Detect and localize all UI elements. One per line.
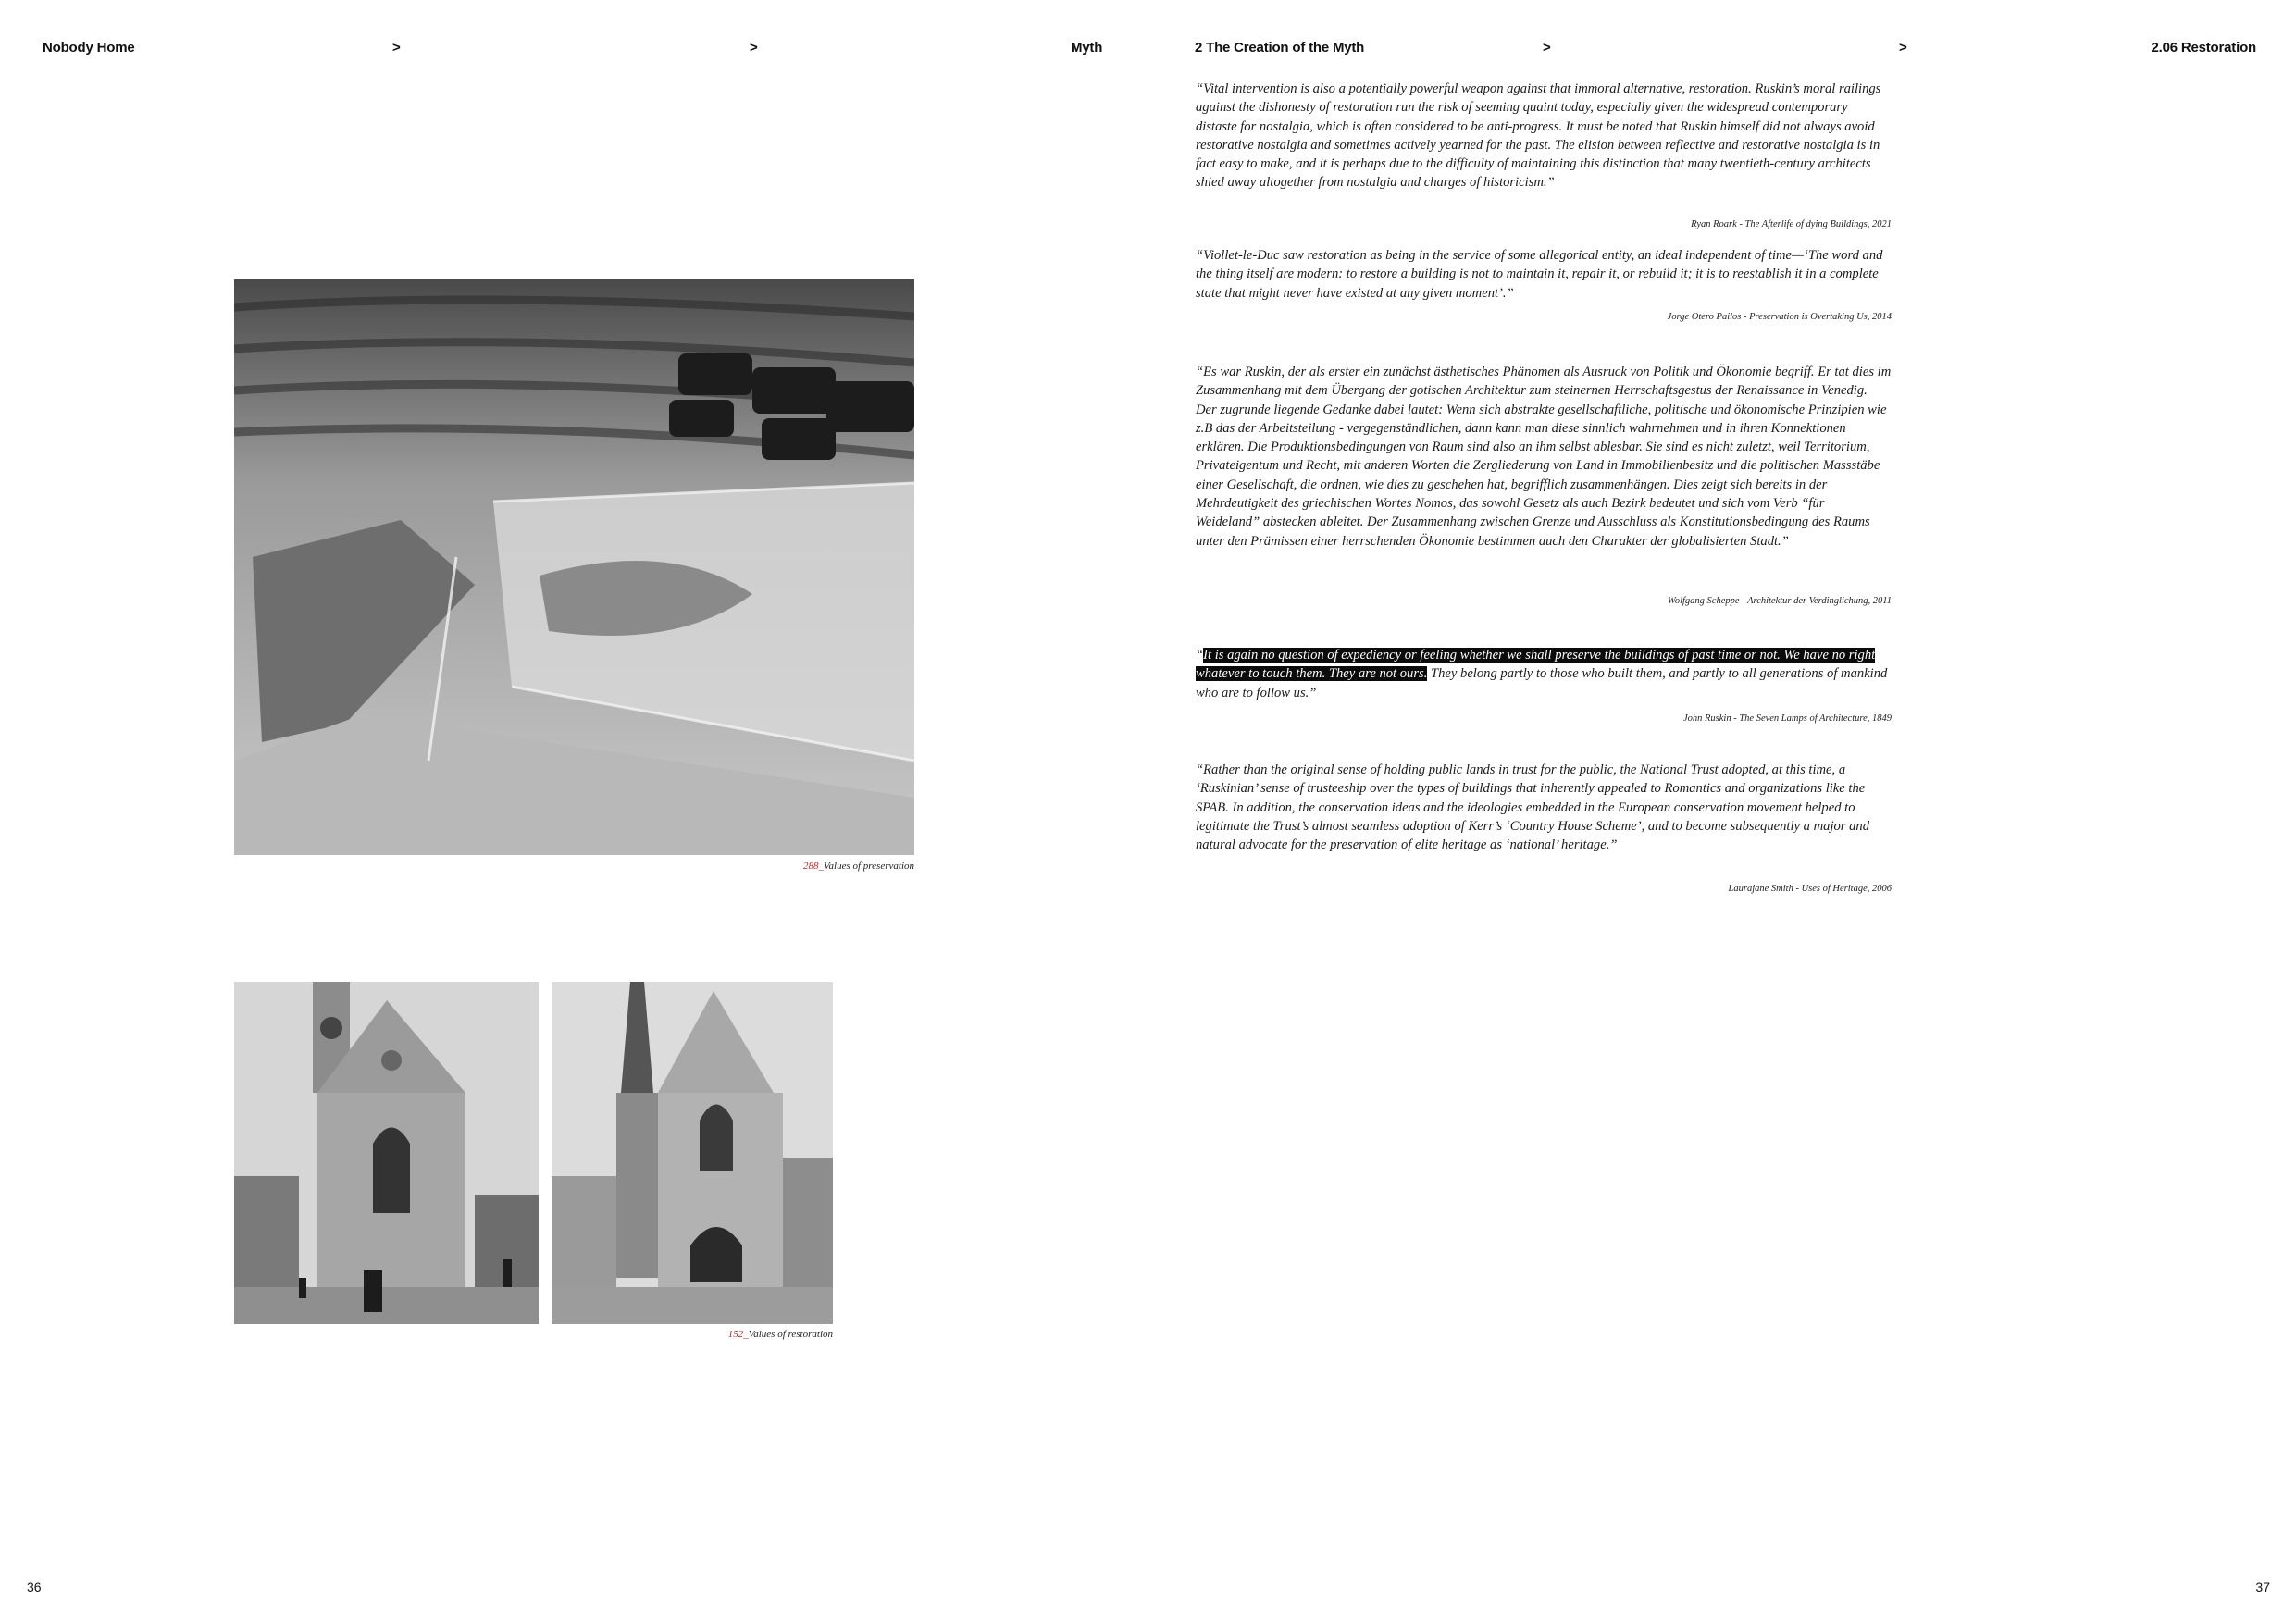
figure-caption-text: Values of restoration [748, 1329, 833, 1340]
breadcrumb-arrow: > [750, 40, 758, 56]
quote-text [1196, 646, 1892, 702]
left-section-label: Myth [1071, 40, 1103, 56]
quote-block [1196, 363, 1892, 551]
section-title: 2.06 Restoration [2151, 40, 2256, 56]
breadcrumb-arrow: > [392, 40, 401, 56]
church-photo-after [552, 982, 833, 1324]
quote-continuation: They belong partly to those who built them, and partly to all generations of mankind who are to follow us.” [1196, 666, 1888, 700]
figure-number: 288_ [803, 861, 825, 872]
breadcrumb-arrow: > [1899, 40, 1907, 56]
preservation-photo [234, 279, 914, 855]
quote-source: John Ruskin - The Seven Lamps of Architecture, 1849 [1682, 713, 1892, 724]
quote-block [1196, 80, 1892, 192]
quote-block [1196, 246, 1892, 303]
highlighted-quote: It is again no question of expediency or feeling whether we shall preserve the buildings of past time or not. We have no right whatever to touch them. They are not ours. [1196, 648, 1876, 682]
figure-caption-text: Values of preservation [824, 861, 914, 872]
figure-number: 152_ [727, 1329, 749, 1340]
quote-open-mark: “ [1196, 648, 1204, 663]
breadcrumb-arrow: > [1543, 40, 1551, 56]
chapter-title: 2 The Creation of the Myth [1195, 40, 1365, 56]
quote-block [1196, 761, 1892, 854]
quote-source: Jorge Otero Pailos - Preservation is Overtaking Us, 2014 [1667, 312, 1892, 322]
quote-source: Wolfgang Scheppe - Architektur der Verdinglichung, 2011 [1668, 596, 1892, 606]
page-number-right: 37 [2255, 1580, 2270, 1594]
figure-caption [728, 1329, 833, 1340]
running-title: Nobody Home [43, 40, 135, 56]
quote-text: “Viollet-le-Duc saw restoration as being in the service of some allegorical entity, an ideal independent of time—‘The word and the thing itself are modern: to restore a building is not to maintain it, repair it, or rebuild it; it is to reestablish it in a complete state that might never have existed at any given moment’.” [1196, 248, 1883, 301]
quote-text: “Rather than the original sense of holding public lands in trust for the public, the National Trust adopted, at this time, a ‘Ruskinian’ sense of trusteeship over the types of buildings that inherently appealed to Romantics and organizations like the SPAB. In addition, the conservation ideas and the ideologies embedded in the European conservation movement helped to legitimate the Trust’s almost seamless adoption of Kerr’s ‘Country House Scheme’, and to become subsequently a major and natural advocate for the preservation of elite heritage as ‘national’ heritage.” [1196, 762, 1870, 853]
church-photo-before [234, 982, 539, 1324]
quote-text: “Es war Ruskin, der als erster ein zunächst ästhetisches Phänomen als Ausruck von Politik und Ökonomie begriff. Er tat dies im Zusammenhang mit dem Übergang der gotischen Architektur zum steinernen Herrschaftsgestus der Renaissance in Venedig. Der zugrunde liegende Gedanke dabei lautet: Wenn sich abstrakte gesellschaftliche, politische und ökonomische Prinzipien wie z.B das der Arbeitsteilung - vergegenständlichen, dann kann man diese sinnlich wahrnehmen und in ihren Konnektionen erklären. Die Produktionsbedingungen von Raum sind also an ihm selbst ablesbar. Sie sind es nicht zuletzt, weil Territorium, Privateigentum und Recht, mit anderen Worten die Zergliederung von Land in Immobilienbesitz und die politischen Massstäbe einer Gesellschaft, die ordnen, wie dies zu geschehen hat, begrifflich zusammenhängen. Dies zeigt sich bereits in der Mehrdeutigkeit des griechischen Wortes Nomos, das sowohl Gesetz als auch Bezirk bedeutet und sich vom Verb “für Weideland” abstecken ableitet. Der Zusammenhang zwischen Grenze und Ausschluss als Konstitutionsbedingung des Raums unter den Prämissen einer herrschenden Ökonomie bestimmen auch den Charakter der globalisierten Stadt.” [1196, 365, 1892, 549]
quote-source: Ryan Roark - The Afterlife of dying Buildings, 2021 [1691, 219, 1892, 229]
figure-caption [803, 861, 914, 872]
page-number-left: 36 [27, 1580, 42, 1594]
quote-text: “Vital intervention is also a potentially powerful weapon against that immoral alternative, restoration. Ruskin’s moral railings against the dishonesty of restoration run the risk of seeming quaint today, especially given the widespread contemporary distaste for nostalgia, which is often considered to be anti-progress. It must be noted that Ruskin himself did not always avoid restorative nostalgia and sometimes actively yearned for the past. The elision between reflective and restorative nostalgia is in fact easy to make, and it is perhaps due to the difficulty of maintaining this distinction that many twentieth-century architects shied away altogether from nostalgia and charges of historicism.” [1196, 81, 1881, 191]
quote-block [1196, 646, 1892, 702]
quote-source: Laurajane Smith - Uses of Heritage, 2006 [1728, 884, 1892, 894]
